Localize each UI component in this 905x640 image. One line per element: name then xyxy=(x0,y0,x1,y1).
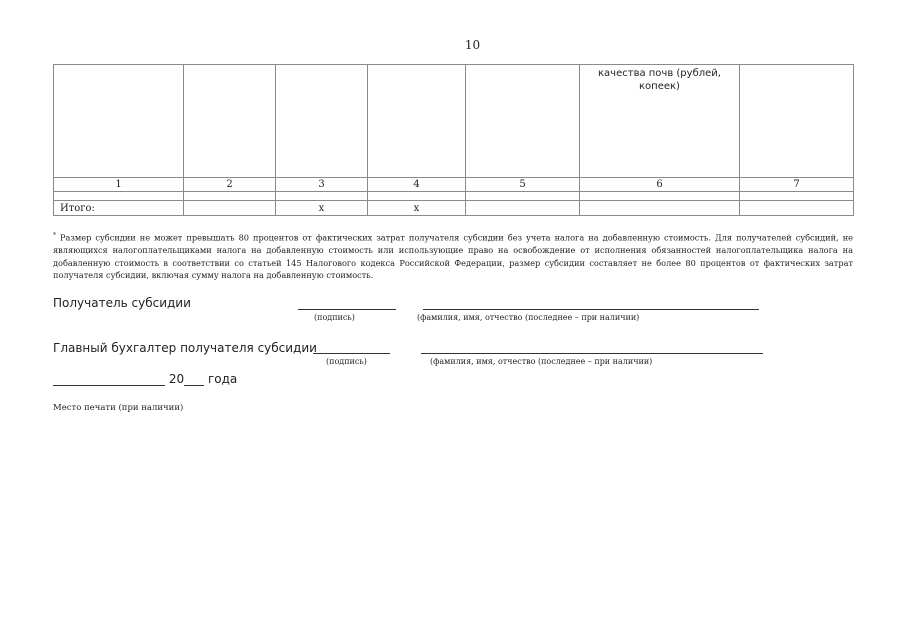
subsidy-table xyxy=(53,64,854,216)
column-number: 5 xyxy=(466,178,580,192)
table-cell xyxy=(54,192,184,201)
recipient-label: Получатель субсидии xyxy=(53,296,191,310)
header-cell-4 xyxy=(368,65,466,178)
footnote-marker: * xyxy=(53,232,56,239)
table-cell xyxy=(184,192,276,201)
recipient-signature-line[interactable] xyxy=(298,309,396,310)
date-year-suffix: года xyxy=(207,372,238,386)
column-number: 3 xyxy=(276,178,368,192)
total-cell xyxy=(740,201,854,216)
column-number: 7 xyxy=(740,178,854,192)
column-number: 2 xyxy=(184,178,276,192)
total-label: Итого: xyxy=(54,201,184,216)
recipient-name-line[interactable] xyxy=(423,309,759,310)
table-cell xyxy=(580,192,740,201)
accountant-sign-caption: (подпись) xyxy=(326,357,367,366)
stamp-place: Место печати (при наличии) xyxy=(53,403,184,413)
total-cell xyxy=(184,201,276,216)
column-number: 1 xyxy=(54,178,184,192)
header-cell-7 xyxy=(740,65,854,178)
column-number-row xyxy=(54,178,854,192)
header-cell-5 xyxy=(466,65,580,178)
recipient-name-caption: (фамилия, имя, отчество (последнее – при наличии) xyxy=(417,313,640,322)
date-line xyxy=(53,372,237,386)
table-cell xyxy=(276,192,368,201)
footnote xyxy=(53,230,853,282)
table-header-row xyxy=(54,65,854,178)
table-row xyxy=(54,192,854,201)
table-cell xyxy=(740,192,854,201)
recipient-sign-caption: (подпись) xyxy=(314,313,355,322)
table-cell xyxy=(368,192,466,201)
accountant-name-line[interactable] xyxy=(421,353,763,354)
column-number: 4 xyxy=(368,178,466,192)
header-cell-2 xyxy=(184,65,276,178)
date-year-prefix: 20 xyxy=(168,372,185,386)
table-cell xyxy=(466,192,580,201)
header-cell-1 xyxy=(54,65,184,178)
total-cell xyxy=(466,201,580,216)
date-year-blank[interactable] xyxy=(184,373,204,386)
accountant-name-caption: (фамилия, имя, отчество (последнее – при наличии) xyxy=(430,357,653,366)
accountant-label: Главный бухгалтер получателя субсидии xyxy=(53,341,317,355)
date-day-month-blank[interactable] xyxy=(53,373,165,386)
total-cell: x xyxy=(368,201,466,216)
header-cell-3 xyxy=(276,65,368,178)
page-number: 10 xyxy=(464,38,481,52)
header-cell-6: качества почв (рублей, копеек) xyxy=(580,65,740,178)
total-cell xyxy=(580,201,740,216)
accountant-signature-line[interactable] xyxy=(313,353,390,354)
footnote-text: Размер субсидии не может превышать 80 процентов от фактических затрат получателя субсидии без учета налога на добавленную стоимость. Для получателей субсидий, не являющихся налогоплательщиками налога на добавленную стоимость или использующие право на освобождение от исполнения обязанностей налогоплательщика налога на добавленную стоимость в соответствии со статьей 145 Налогового кодекса Российской Федерации, размер субсидии составляет не более 80 процентов от фактических затрат получателя субсидии, включая сумму налога на добавленную стоимость. xyxy=(53,232,853,281)
total-row xyxy=(54,201,854,216)
total-cell: x xyxy=(276,201,368,216)
column-number: 6 xyxy=(580,178,740,192)
